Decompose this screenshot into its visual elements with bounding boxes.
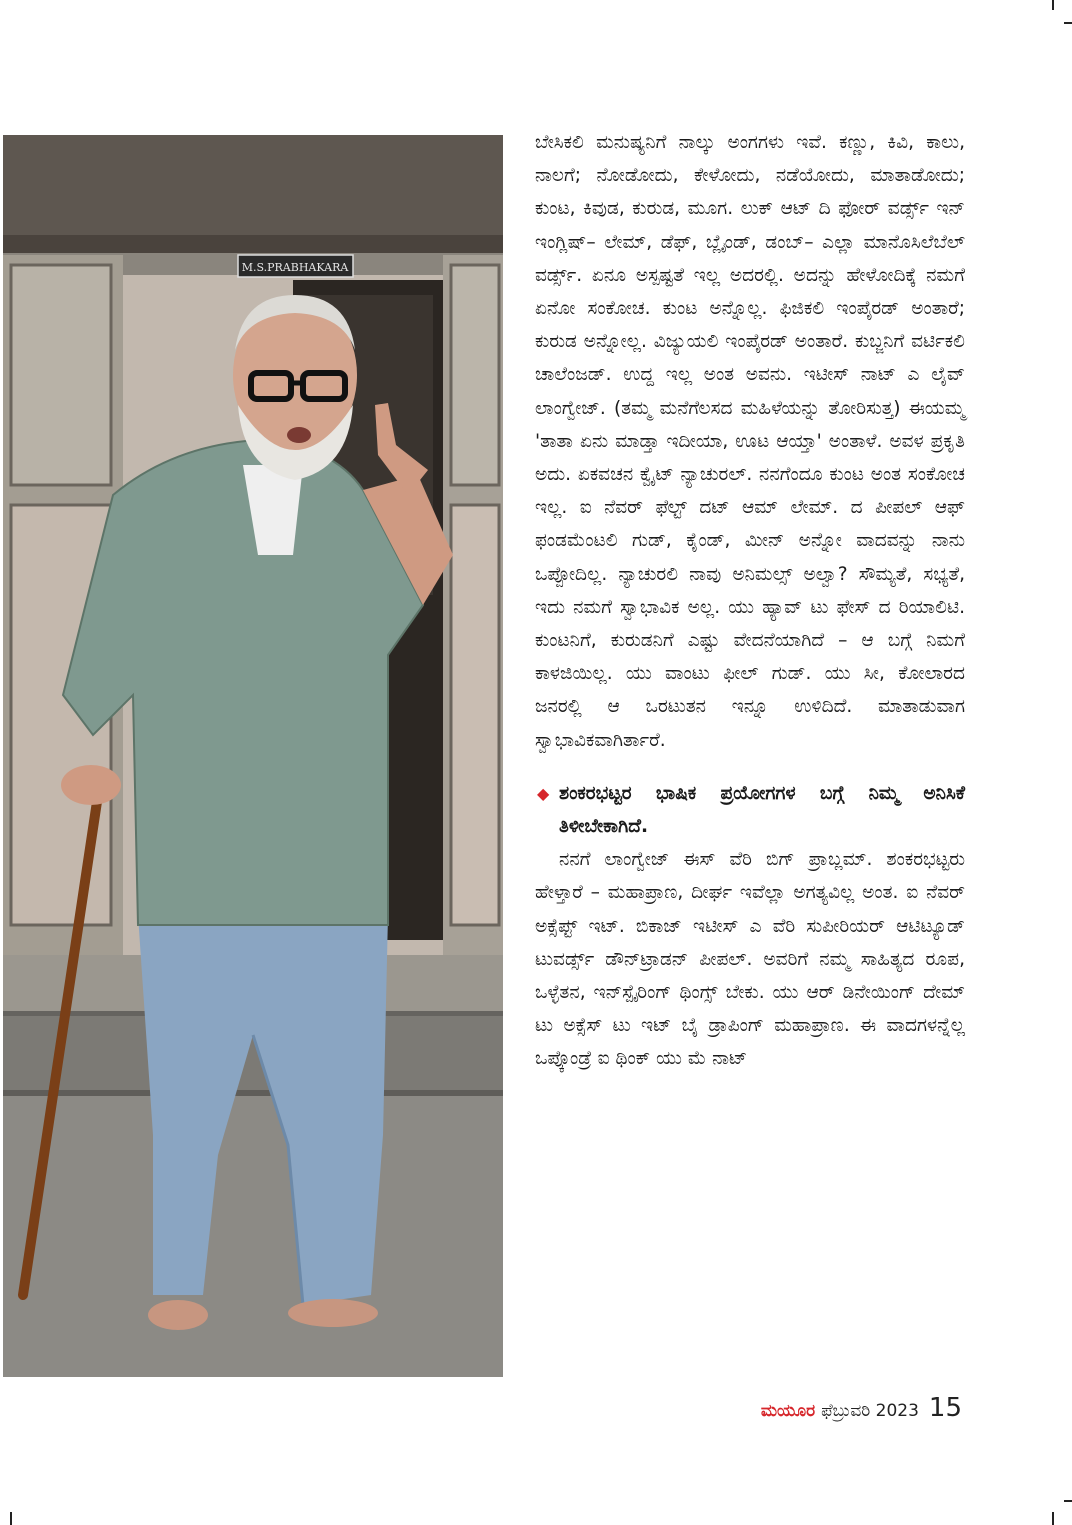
magazine-brand: ಮಯೂರ bbox=[760, 1401, 816, 1421]
portrait-photo bbox=[3, 135, 503, 1377]
article-paragraph: ಬೇಸಿಕಲಿ ಮನುಷ್ಯನಿಗೆ ನಾಲ್ಕು ಅಂಗಗಳು ಇವೆ. ಕಣ್ಣು, ಕಿವಿ, ಕಾಲು, ನಾಲಗೆ; ನೋಡೋದು, ಕೇಳೋದು, ನಡೆಯೋದು, ಮಾತಾಡೋದು; ಕುಂಟ, ಕಿವುಡ, ಕುರುಡ, ಮೂಗ. ಲುಕ್ ಆಟ್ ದಿ ಫೋರ್ ವರ್ಡ್ಸ್ ಇನ್ ಇಂಗ್ಲಿಷ್– ಲೇಮ್, ಡೆಫ್, ಬ್ಲೈಂಡ್, ಡಂಬ್– ಎಲ್ಲಾ ಮಾನೊಸಿಲೆಬೆಲ್ ವರ್ಡ್ಸ್. ಏನೂ ಅಸ್ಪಷ್ಟತೆ ಇಲ್ಲ ಅದರಲ್ಲಿ. ಅದನ್ನು ಹೇಳೋದಿಕ್ಕೆ ನಮಗೆ ಏನೋ ಸಂಕೋಚ. ಕುಂಟ ಅನ್ನೊಲ್ಲ. ಫಿಜಿಕಲಿ ಇಂಪೈರಡ್ ಅಂತಾರೆ; ಕುರುಡ ಅನ್ನೋಲ್ಲ. ವಿಜ್ಯುಯಲಿ ಇಂಪೈರಡ್ ಅಂತಾರೆ. ಕುಬ್ಜನಿಗೆ ವರ್ಟಿಕಲಿ ಚಾಲೆಂಜಡ್. ಉದ್ದ ಇಲ್ಲ ಅಂತ ಅವನು. ಇಟೀಸ್ ನಾಟ್ ಎ ಲೈವ್ ಲಾಂಗ್ವೇಜ್. (ತಮ್ಮ ಮನೆಗೆಲಸದ ಮಹಿಳೆಯನ್ನು ತೋರಿಸುತ್ತ) ಈಯಮ್ಮ 'ತಾತಾ ಏನು ಮಾಡ್ತಾ ಇದೀಯಾ, ಊಟ ಆಯ್ತಾ' ಅಂತಾಳೆ. ಅವಳ ಪ್ರಕೃತಿ ಅದು. ಏಕವಚನ ಕ್ವೈಟ್ ನ್ಯಾಚುರಲ್. ನನಗೆಂದೂ ಕುಂಟ ಅಂತ ಸಂಕೋಚ ಇಲ್ಲ. ಐ ನೆವರ್ ಫೆಲ್ಟ್ ದಟ್ ಆಮ್ ಲೇಮ್. ದ ಪೀಪಲ್ ಆಫ್ ಫಂಡಮೆಂಟಲಿ ಗುಡ್, ಕೈಂಡ್, ಮೀನ್ ಅನ್ನೋ ವಾದವನ್ನು ನಾನು ಒಪ್ಪೋದಿಲ್ಲ. ನ್ಯಾಚುರಲಿ ನಾವು ಅನಿಮಲ್ಸ್ ಅಲ್ವಾ? ಸೌಮ್ಯತೆ, ಸಭ್ಯತೆ, ಇದು ನಮಗೆ ಸ್ವಾಭಾವಿಕ ಅಲ್ಲ. ಯು ಹ್ಯಾವ್ ಟು ಫೇಸ್ ದ ರಿಯಾಲಿಟಿ. ಕುಂಟನಿಗೆ, ಕುರುಡನಿಗೆ ಎಷ್ಟು ವೇದನೆಯಾಗಿದೆ – ಆ ಬಗ್ಗೆ ನಿಮಗೆ ಕಾಳಜಿಯಿಲ್ಲ. ಯು ವಾಂಟು ಫೀಲ್ ಗುಡ್. ಯು ಸೀ, ಕೋಲಾರದ ಜನರಲ್ಲಿ ಆ ಒರಟುತನ ಇನ್ನೂ ಉಳಿದಿದೆ. ಮಾತಾಡುವಾಗ ಸ್ವಾಭಾವಿಕವಾಗಿರ್ತಾರೆ. bbox=[535, 132, 965, 751]
issue-date: ಫೆಬ್ರುವರಿ 2023 bbox=[821, 1401, 919, 1421]
page-number: 15 bbox=[928, 1393, 962, 1423]
question-text: ಶಂಕರಭಟ್ಟರ ಭಾಷಿಕ ಪ್ರಯೋಗಗಳ ಬಗ್ಗೆ ನಿಮ್ಮ ಅನಿಸಿಕೆ ತಿಳೀಬೇಕಾಗಿದೆ. bbox=[559, 782, 965, 838]
article-paragraph: ನನಗೆ ಲಾಂಗ್ವೇಜ್ ಈಸ್ ವೆರಿ ಬಿಗ್ ಪ್ರಾಬ್ಲಮ್. ಶಂಕರಭಟ್ಟರು ಹೇಳ್ತಾರೆ – ಮಹಾಪ್ರಾಣ, ದೀರ್ಘ ಇವೆಲ್ಲಾ ಅಗತ್ಯವಿಲ್ಲ ಅಂತ. ಐ ನೆವರ್ ಅಕ್ಸೆಪ್ಟ್ ಇಟ್. ಬಿಕಾಜ್ ಇಟೀಸ್ ಎ ವೆರಿ ಸುಪೀರಿಯರ್ ಆಟಿಟ್ಯೂಡ್ ಟುವರ್ಡ್ಸ್ ಡೌನ್‌ಟ್ರಾಡನ್ ಪೀಪಲ್. ಅವರಿಗೆ ನಮ್ಮ ಸಾಹಿತ್ಯದ ರೂಪ, ಒಳ್ಳೆತನ, ಇನ್‌ಸ್ಪೈರಿಂಗ್ ಥಿಂಗ್ಸ್ ಬೇಕು. ಯು ಆರ್ ಡಿನೇಯಿಂಗ್ ದೇಮ್ ಟು ಅಕ್ಸೆಸ್ ಟು ಇಟ್ ಬೈ ಡ್ರಾಪಿಂಗ್ ಮಹಾಪ್ರಾಣ. ಈ ವಾದಗಳನ್ನೆಲ್ಲ ಒಪ್ಕೊಂಡ್ರೆ ಐ ಥಿಂಕ್ ಯು ಮೆ ನಾಟ್ bbox=[535, 849, 965, 1070]
crop-mark bbox=[1052, 1512, 1054, 1525]
page-footer bbox=[761, 1393, 962, 1423]
crop-mark bbox=[1064, 22, 1072, 24]
crop-mark bbox=[10, 1512, 12, 1525]
article-column bbox=[535, 126, 965, 1076]
svg-text:M.S.PRABHAKARA: M.S.PRABHAKARA bbox=[241, 261, 349, 274]
crop-mark bbox=[1052, 0, 1054, 10]
crop-mark bbox=[1064, 1500, 1072, 1502]
diamond-bullet-icon: ◆ bbox=[537, 783, 550, 803]
interview-question bbox=[535, 777, 965, 843]
